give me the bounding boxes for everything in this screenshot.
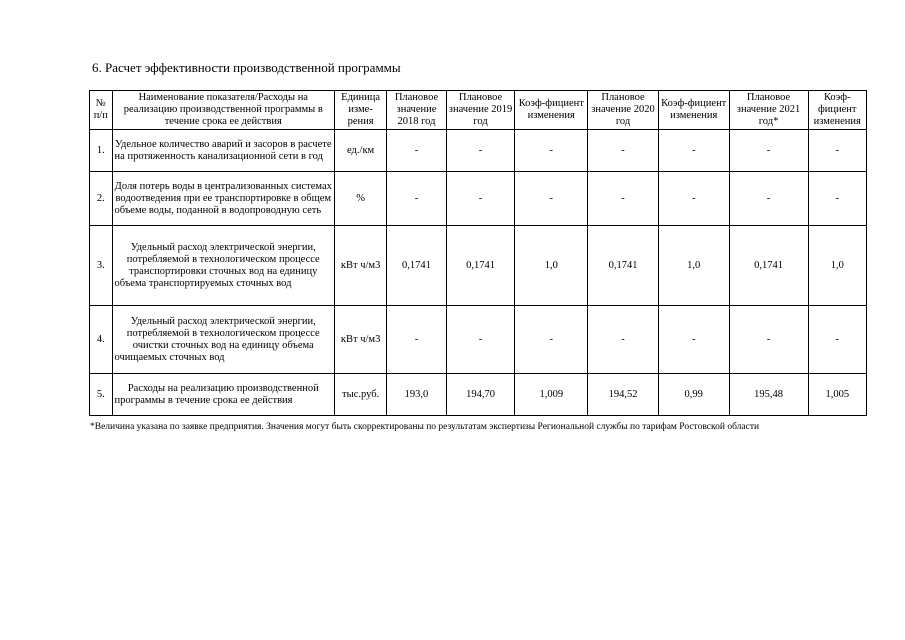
value-cell: 0,1741 xyxy=(446,226,515,306)
value-cell: - xyxy=(658,130,729,172)
unit-cell: % xyxy=(334,172,386,226)
value-cell: 0,1741 xyxy=(729,226,808,306)
efficiency-table xyxy=(89,90,867,416)
value-cell: 195,48 xyxy=(729,374,808,416)
indicator-name-cell: Расходы на реализацию производственной программы в течение срока ее действия xyxy=(112,374,334,416)
footnote: *Величина указана по заявке предприятия. Значения могут быть скорректированы по результатам экспертизы Региональной службы по тарифам Ростовской области xyxy=(90,422,760,432)
unit-cell: ед./км xyxy=(334,130,386,172)
indicator-name-cell: Доля потерь воды в централизованных системах водоотведения при ее транспортировке в общем объеме воды, поданной в водопроводную сеть xyxy=(112,172,334,226)
value-cell: - xyxy=(588,306,659,374)
value-cell: 194,52 xyxy=(588,374,659,416)
table-row xyxy=(90,306,867,374)
value-cell: - xyxy=(515,130,588,172)
table-row xyxy=(90,374,867,416)
value-cell: - xyxy=(588,172,659,226)
header-cell: Плановое значение 2020 год xyxy=(588,91,659,130)
unit-cell: кВт ч/м3 xyxy=(334,306,386,374)
header-cell: Плановое значение 2021 год* xyxy=(729,91,808,130)
unit-cell: кВт ч/м3 xyxy=(334,226,386,306)
value-cell: - xyxy=(808,172,867,226)
value-cell: - xyxy=(515,306,588,374)
value-cell: 1,0 xyxy=(515,226,588,306)
row-number-cell: 5. xyxy=(90,374,113,416)
header-cell: Наименование показателя/Расходы на реализацию производственной программы в течение срока ее действия xyxy=(112,91,334,130)
value-cell: - xyxy=(446,172,515,226)
header-cell: Плановое значение 2019 год xyxy=(446,91,515,130)
value-cell: - xyxy=(446,306,515,374)
row-number-cell: 4. xyxy=(90,306,113,374)
unit-cell: тыс.руб. xyxy=(334,374,386,416)
value-cell: - xyxy=(387,172,446,226)
value-cell: 193,0 xyxy=(387,374,446,416)
value-cell: 194,70 xyxy=(446,374,515,416)
value-cell: 1,0 xyxy=(658,226,729,306)
value-cell: 1,0 xyxy=(808,226,867,306)
header-cell: № п/п xyxy=(90,91,113,130)
value-cell: - xyxy=(387,306,446,374)
table-row xyxy=(90,226,867,306)
indicator-name-cell: Удельный расход электрической энергии, потребляемой в технологическом процессе очистки сточных вод на единицу объема очищаемых сточных вод xyxy=(112,306,334,374)
indicator-name-cell: Удельный расход электрической энергии, потребляемой в технологическом процессе транспортировки сточных вод на единицу объема транспортируемых сточных вод xyxy=(112,226,334,306)
value-cell: - xyxy=(387,130,446,172)
value-cell: - xyxy=(729,130,808,172)
value-cell: - xyxy=(808,130,867,172)
value-cell: 1,009 xyxy=(515,374,588,416)
table-row xyxy=(90,172,867,226)
value-cell: 0,1741 xyxy=(588,226,659,306)
header-cell: Коэф-фициент изменения xyxy=(808,91,867,130)
header-cell: Единица изме-рения xyxy=(334,91,386,130)
value-cell: - xyxy=(658,172,729,226)
header-cell: Коэф-фициент изменения xyxy=(515,91,588,130)
header-cell: Плановое значение 2018 год xyxy=(387,91,446,130)
value-cell: 1,005 xyxy=(808,374,867,416)
value-cell: 0,99 xyxy=(658,374,729,416)
value-cell: - xyxy=(515,172,588,226)
value-cell: - xyxy=(658,306,729,374)
table-header-row xyxy=(90,91,867,130)
value-cell: - xyxy=(446,130,515,172)
table-row xyxy=(90,130,867,172)
value-cell: - xyxy=(729,306,808,374)
value-cell: - xyxy=(808,306,867,374)
value-cell: - xyxy=(729,172,808,226)
indicator-name-cell: Удельное количество аварий и засоров в расчете на протяженность канализационной сети в год xyxy=(112,130,334,172)
header-cell: Коэф-фициент изменения xyxy=(658,91,729,130)
value-cell: - xyxy=(588,130,659,172)
value-cell: 0,1741 xyxy=(387,226,446,306)
row-number-cell: 1. xyxy=(90,130,113,172)
section-title: 6. Расчет эффективности производственной программы xyxy=(92,60,401,75)
row-number-cell: 2. xyxy=(90,172,113,226)
row-number-cell: 3. xyxy=(90,226,113,306)
